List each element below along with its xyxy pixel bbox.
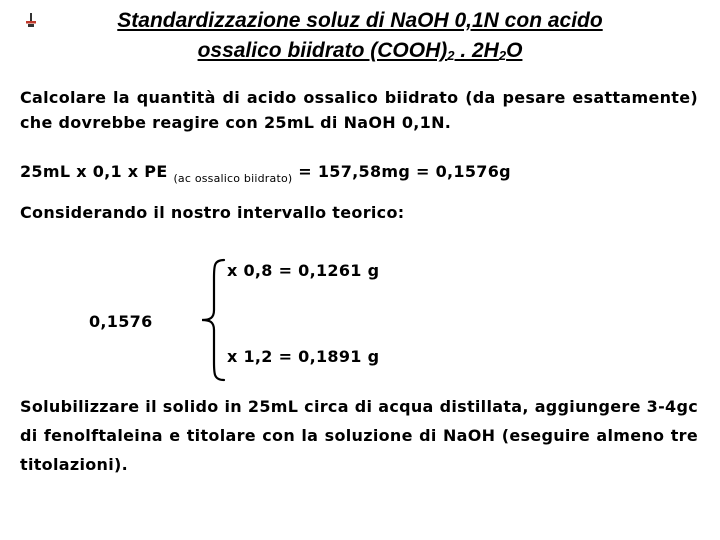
- slide-title: [20, 6, 700, 66]
- interval-value: 0,1576: [89, 312, 153, 331]
- paragraph-interval-intro: Considerando il nostro intervallo teorico:: [20, 203, 405, 222]
- interval-upper: x 0,8 = 0,1261 g: [227, 261, 380, 280]
- left-curly-brace-icon: [200, 258, 226, 382]
- paragraph-calculation-intro: Calcolare la quantità di acido ossalico biidrato (da pesare esattamente) che dovrebbe reagire con 25mL di NaOH 0,1N.: [20, 88, 698, 132]
- paragraph-procedure: Solubilizzare il solido in 25mL circa di acqua distillata, aggiungere 3-4gc di fenolftaleina e titolare con la soluzione di NaOH (eseguire almeno tre titolazioni).: [20, 397, 698, 474]
- formula-main: 25mL x 0,1 x PE: [20, 162, 174, 181]
- title-line-1: Standardizzazione soluz di NaOH 0,1N con acido: [117, 9, 603, 32]
- interval-lower: x 1,2 = 0,1891 g: [227, 347, 380, 366]
- formula-line: [20, 159, 710, 191]
- title-subscript-1: 2: [447, 48, 455, 63]
- title-line-2a: ossalico biidrato (COOH): [197, 39, 448, 62]
- title-subscript-2: 2: [498, 48, 507, 63]
- title-line-2c: O: [506, 39, 523, 62]
- formula-subscript: (ac ossalico biidrato): [173, 172, 293, 185]
- title-line-2b: . 2H: [454, 39, 499, 62]
- formula-result: = 157,58mg = 0,1576g: [292, 162, 511, 181]
